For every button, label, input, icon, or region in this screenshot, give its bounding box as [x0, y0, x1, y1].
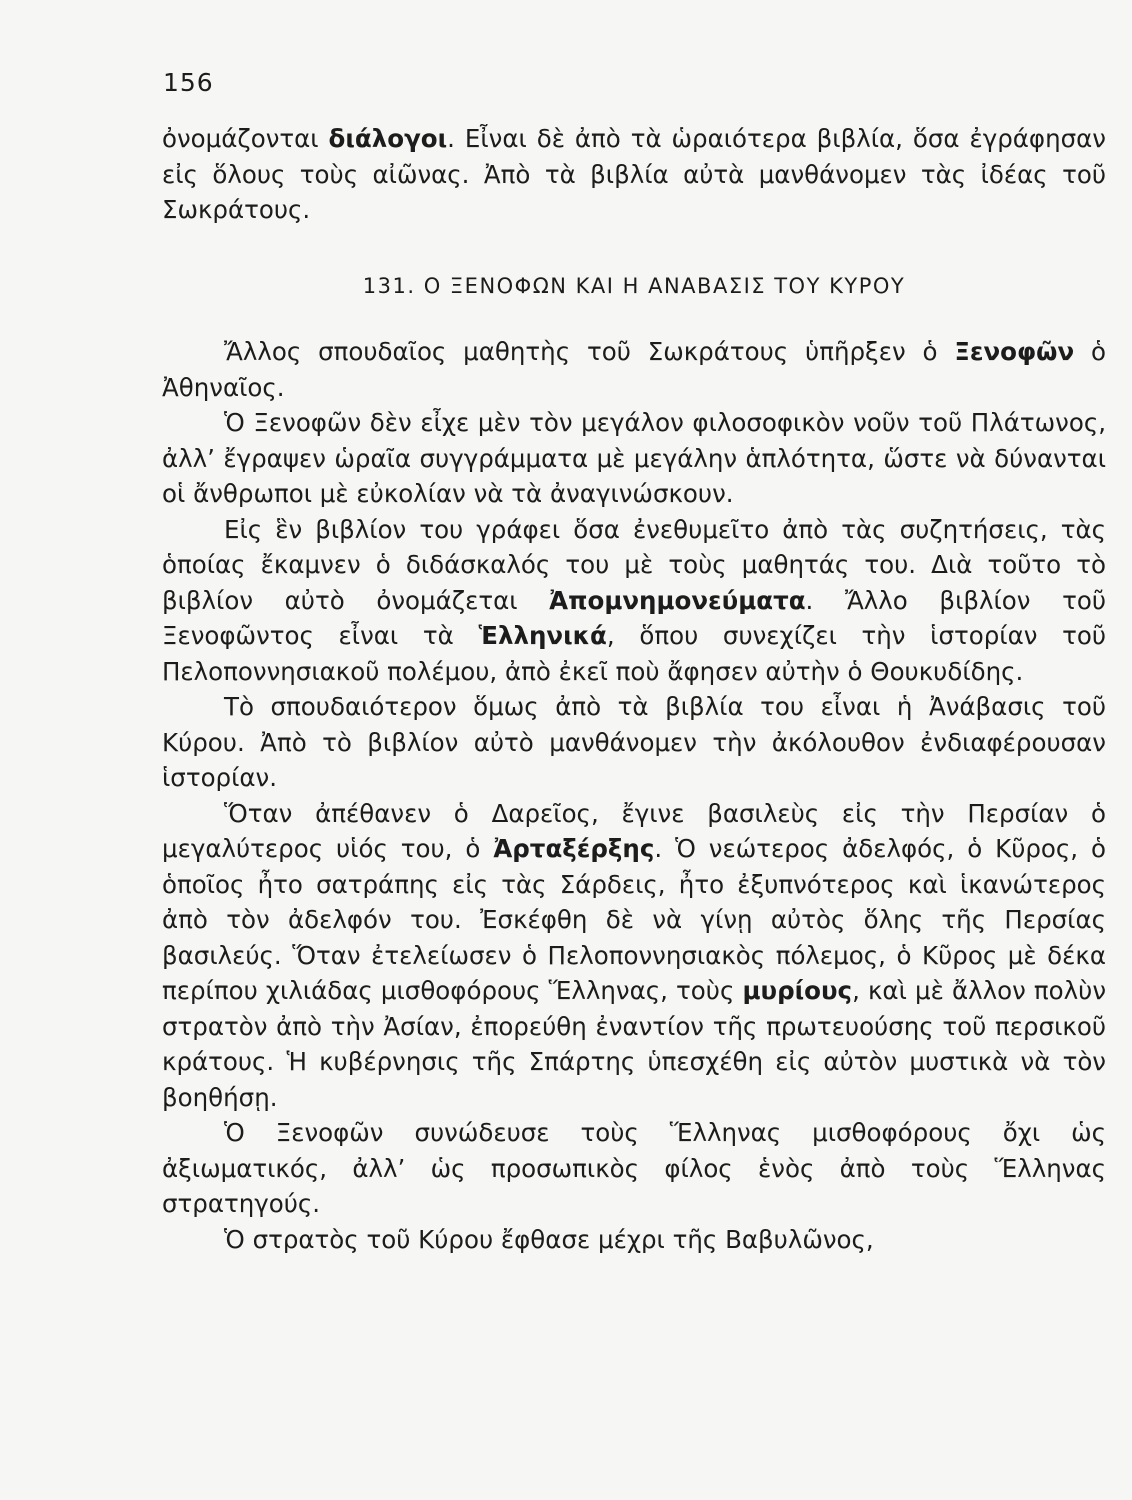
intro-bold-term: διάλογοι — [328, 124, 448, 153]
paragraph-3-bold-term-1: Ἀπομνημονεύματα — [549, 585, 806, 615]
paragraph-2: Ὁ Ξενοφῶν δὲν εἶχε μὲν τὸν μεγάλον φιλοσοφικὸν νοῦν τοῦ Πλάτωνος, ἀλλ’ ἔγραψεν ὡραῖα συγγράμματα μὲ μεγάλην ἁπλότητα, ὥστε νὰ δύνανται οἱ ἄνθρωποι μὲ εὐκολίαν νὰ τὰ ἀναγινώσκουν. — [162, 408, 1106, 508]
intro-text-part1: ὀνομάζονται — [162, 124, 329, 153]
paragraph-1-part2: ὁ Ἀθηναῖος. — [162, 337, 1107, 402]
intro-text-part2: . Εἶναι δὲ ἀπὸ τὰ ὡραιότερα βιβλία, ὅσα ἐγράφησαν εἰς ὅλους τοὺς αἰῶνας. Ἀπὸ τὰ βιβλία αὐτὰ μανθάνομεν τὰς ἰδέας τοῦ Σωκράτους. — [162, 124, 1106, 224]
paragraph-3-part1: Εἰς ἓν βιβλίον του γράφει ὅσα ἐνεθυμεῖτο ἀπὸ τὰς συζητήσεις, τὰς ὁποίας ἔκαμνεν ὁ διδάσκαλός του μὲ τοὺς μαθητάς του. Διὰ τοῦτο τὸ βιβλίον αὐτὸ ὀνομάζεται — [162, 514, 1106, 615]
paragraph-3-bold-term-2: Ἑλληνικά — [478, 621, 607, 650]
paragraph-5-bold-term-2: μυρίους — [742, 976, 853, 1005]
paragraph-1-part1: Ἄλλος σπουδαῖος μαθητὴς τοῦ Σωκράτους ὑπῆρξεν ὁ — [224, 337, 955, 366]
paragraph-4: Τὸ σπουδαιότερον ὅμως ἀπὸ τὰ βιβλία του εἶναι ἡ Ἀνάβασις τοῦ Κύρου. Ἀπὸ τὸ βιβλίον αὐτὸ μανθάνομεν τὴν ἀκόλουθον ἐνδιαφέρουσαν ἱστορίαν. — [162, 692, 1106, 792]
paragraph-1-bold-term: Ξενοφῶν — [954, 337, 1075, 366]
paragraph-1 — [162, 334, 1106, 405]
section-heading: 131. Ο ΞΕΝΟΦΩΝ ΚΑΙ Η ΑΝΑΒΑΣΙΣ ΤΟΥ ΚΥΡΟΥ — [362, 274, 906, 298]
paragraph-3-part3: , ὅπου συνεχίζει τὴν ἱστορίαν τοῦ Πελοποννησιακοῦ πολέμου, ἀπὸ ἐκεῖ ποὺ ἄφησεν αὐτὴν ὁ Θουκυδίδης. — [162, 621, 1106, 686]
paragraph-5-part1: Ὅταν ἀπέθανεν ὁ Δαρεῖος, ἔγινε βασιλεὺς εἰς τὴν Περσίαν ὁ μεγαλύτερος υἱός του, ὁ — [162, 798, 1106, 863]
paragraph-6: Ὁ Ξενοφῶν συνώδευσε τοὺς Ἕλληνας μισθοφόρους ὄχι ὡς ἀξιωματικός, ἀλλ’ ὡς προσωπικὸς φίλος ἑνὸς ἀπὸ τοὺς Ἕλληνας στρατηγούς. — [162, 1118, 1106, 1218]
paragraph-5 — [162, 796, 1106, 1116]
intro-text — [162, 121, 1106, 228]
paragraph-3-part2: . Ἄλλο βιβλίον τοῦ Ξενοφῶντος εἶναι τὰ — [162, 585, 1106, 650]
paragraph-7: Ὁ στρατὸς τοῦ Κύρου ἔφθασε μέχρι τῆς Βαβυλῶνος, — [224, 1224, 874, 1254]
paragraph-5-part2: . Ὁ νεώτερος ἀδελφός, ὁ Κῦρος, ὁ ὁποῖος ἦτο σατράπης εἰς τὰς Σάρδεις, ἦτο ἐξυπνότερος καὶ ἱκανώτερος ἀπὸ τὸν ἀδελφόν του. Ἐσκέφθη δὲ νὰ γίνῃ αὐτὸς ὅλης τῆς Περσίας βασιλεύς. Ὅταν ἐτελείωσεν ὁ Πελοποννησιακὸς πόλεμος, ὁ Κῦρος μὲ δέκα περίπου χιλιάδας μισθοφόρους Ἕλληνας, τοὺς — [162, 834, 1106, 1005]
page-number: 156 — [163, 68, 214, 97]
paragraph-5-part3: , καὶ μὲ ἄλλον πολὺν στρατὸν ἀπὸ τὴν Ἀσίαν, ἐπορεύθη ἐναντίον τῆς πρωτευούσης τοῦ περσικοῦ κράτους. Ἡ κυβέρνησις τῆς Σπάρτης ὑπεσχέθη εἰς αὐτὸν μυστικὰ νὰ τὸν βοηθήσῃ. — [162, 976, 1107, 1112]
paragraph-5-bold-term-1: Ἀρταξέρξης — [493, 834, 655, 863]
paragraph-3 — [162, 512, 1106, 690]
intro-paragraph — [162, 121, 1106, 228]
section-body — [162, 334, 1106, 1257]
